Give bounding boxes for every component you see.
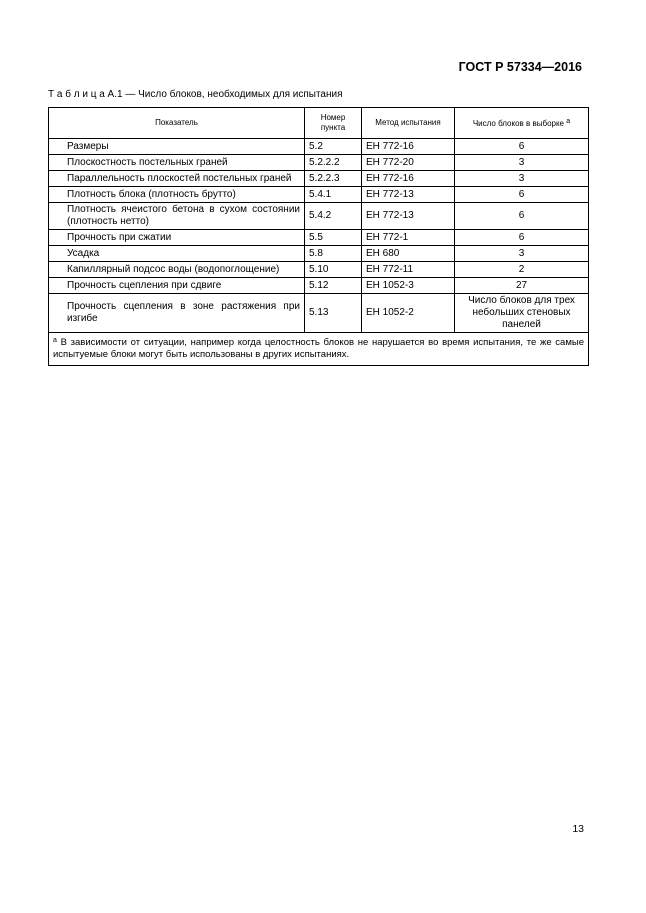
cell-method: ЕН 1052-3 [362,278,455,294]
table-row [49,203,589,230]
cell-count: 6 [455,230,589,246]
table-row [49,187,589,203]
cell-count: 2 [455,262,589,278]
table-row [49,278,589,294]
column-header-count [455,108,589,139]
blocks-table [48,107,589,366]
footnote-reference-mark: а [566,118,571,125]
cell-method: ЕН 772-11 [362,262,455,278]
table-caption: Т а б л и ц а А.1 — Число блоков, необходимых для испытания [48,89,343,100]
table-row [49,262,589,278]
column-header-indicator: Показатель [49,108,305,139]
cell-method: ЕН 772-13 [362,187,455,203]
cell-clause: 5.2.2.3 [305,171,362,187]
table-header-row [49,108,589,139]
cell-count: Число блоков для трех небольших стеновых панелей [455,294,589,333]
cell-method: ЕН 772-13 [362,203,455,230]
cell-method: ЕН 680 [362,246,455,262]
cell-method: ЕН 1052-2 [362,294,455,333]
table-row [49,139,589,155]
cell-count: 6 [455,187,589,203]
cell-indicator: Усадка [49,246,305,262]
cell-indicator: Прочность сцепления в зоне растяжения при изгибе [49,294,305,333]
cell-count: 3 [455,246,589,262]
cell-method: ЕН 772-16 [362,171,455,187]
cell-clause: 5.4.1 [305,187,362,203]
table-row [49,246,589,262]
table-footnote-row [49,333,589,366]
table-row [49,294,589,333]
page-number: 13 [572,823,584,835]
cell-indicator: Плотность ячеистого бетона в сухом состоянии (плотность нетто) [49,203,305,230]
cell-clause: 5.2.2.2 [305,155,362,171]
column-header-clause: Номер пункта [305,108,362,139]
table-row [49,171,589,187]
table-footnote [49,333,589,366]
cell-clause: 5.4.2 [305,203,362,230]
document-code: ГОСТ Р 57334—2016 [458,60,582,74]
cell-count: 3 [455,155,589,171]
cell-count: 6 [455,139,589,155]
table-row [49,230,589,246]
column-header-method: Метод испытания [362,108,455,139]
cell-clause: 5.8 [305,246,362,262]
cell-clause: 5.2 [305,139,362,155]
cell-method: ЕН 772-16 [362,139,455,155]
cell-clause: 5.5 [305,230,362,246]
cell-clause: 5.12 [305,278,362,294]
cell-indicator: Размеры [49,139,305,155]
footnote-mark: а [53,337,57,344]
footnote-text: В зависимости от ситуации, например когда целостность блоков не нарушается во время испытания, те же самые испытуемые блоки могут быть использованы в других испытаниях. [53,337,584,360]
cell-count: 6 [455,203,589,230]
cell-indicator: Плотность блока (плотность брутто) [49,187,305,203]
cell-clause: 5.10 [305,262,362,278]
cell-count: 27 [455,278,589,294]
cell-clause: 5.13 [305,294,362,333]
table-row [49,155,589,171]
cell-method: ЕН 772-20 [362,155,455,171]
cell-indicator: Капиллярный подсос воды (водопоглощение) [49,262,305,278]
cell-method: ЕН 772-1 [362,230,455,246]
cell-indicator: Плоскостность постельных граней [49,155,305,171]
cell-indicator: Параллельность плоскостей постельных граней [49,171,305,187]
cell-indicator: Прочность при сжатии [49,230,305,246]
column-header-count-label: Число блоков в выборке [472,119,565,128]
cell-indicator: Прочность сцепления при сдвиге [49,278,305,294]
cell-count: 3 [455,171,589,187]
